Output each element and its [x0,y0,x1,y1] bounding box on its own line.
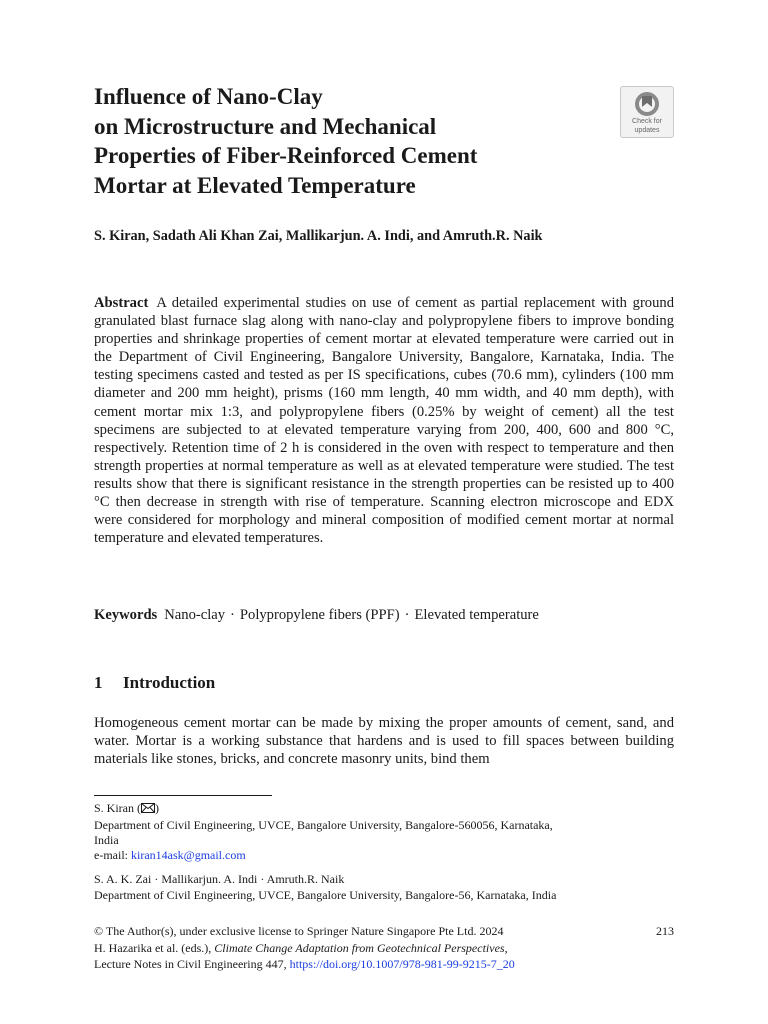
title-line-1: Influence of Nano-Clay [94,84,323,109]
title-line-4: Mortar at Elevated Temperature [94,172,416,198]
section-number: 1 [94,673,103,692]
affiliation-1-line-2: India [94,833,119,847]
corresponding-author [94,801,159,817]
badge-line-1: Check for [632,118,662,125]
page-number: 213 [656,924,674,938]
abstract-label: Abstract [94,295,149,311]
section-heading [94,673,215,693]
check-for-updates-badge[interactable] [620,86,674,138]
keywords [94,607,539,624]
author-list: S. Kiran, Sadath Ali Khan Zai, Mallikarjun. A. Indi, and Amruth.R. Naik [94,228,543,244]
badge-line-2: updates [634,126,660,134]
footnote-divider [94,795,272,796]
abstract-text: A detailed experimental studies on use of cement as partial replacement with ground granulated blast furnace slag along with nano-clay and polypropylene fibers to improve bonding properties and shrinkage properties of cement mortar at elevated temperature were carried out in the Department of Civil Engineering, Bangalore University, Bangalore, Karnataka, India. The testing specimens casted and tested as per IS specifications, cubes (70.6 mm), cylinders (100 mm diameter and 200 mm height), prisms (160 mm length, 40 mm width, and 40 mm depth), with cement mortar mix 1:3, and polypropylene fibers (0.25% by weight of cement) all the test specimens are subjected to at elevated temperature varying from 200, 400, 600 and 800 °C, respectively. Retention time of 2 h is considered in the oven with respect to temperature and then strength properties at normal temperature as well as at elevated temperature were studied. The test results show that there is significant resistance in the strength properties can be resisted up to 400 °C then decrease in strength with rise of temperature. Scanning electron microscope and EDX were considered for morphology and mineral composition of modified cement mortar at normal temperature and elevated temperatures. [94,295,674,547]
keyword-separator: · [404,607,410,623]
envelope-icon [141,803,155,813]
book-title: Climate Change Adaptation from Geotechnical Perspectives [214,940,505,955]
title-line-3: Properties of Fiber-Reinforced Cement [94,143,478,168]
title-line-2: on Microstructure and Mechanical [94,113,437,139]
copyright-line: © The Author(s), under exclusive license to Springer Nature Singapore Pte Ltd. 2024 [94,924,504,938]
keyword-separator: · [230,607,235,623]
page-footer [94,923,674,973]
email-link[interactable]: kiran14ask@gmail.com [130,848,246,862]
corresponding-close: ) [155,801,159,815]
doi-link[interactable]: https://doi.org/10.1007/978-981-99-9215-7_20 [289,957,515,971]
paper-page [94,0,674,1024]
keywords-label: Keywords [94,607,158,623]
crossmark-icon [634,91,660,117]
editors: H. Hazarika et al. (eds.), [94,940,215,955]
introduction-paragraph: Homogeneous cement mortar can be made by mixing the proper amounts of cement, sand, and water. Mortar is a working substance that hardens and is used to fill spaces between building materials like stones, bricks, and concrete masonry units, bind them [94,715,674,768]
series-name: Lecture Notes in Civil Engineering 447, [94,957,290,971]
editors-end: , [504,940,508,955]
email-label: e-mail: [94,848,131,862]
book-line [94,940,674,957]
section-title: Introduction [123,673,216,692]
affiliation-1-line-1: Department of Civil Engineering, UVCE, Bangalore University, Bangalore-560056, Karnataka, [94,818,553,832]
corresponding-name: S. Kiran ( [94,801,141,815]
coauthors: S. A. K. Zai · Mallikarjun. A. Indi · Amruth.R. Naik [94,872,345,886]
email-line [94,848,246,864]
affiliation-2: Department of Civil Engineering, UVCE, Bangalore University, Bangalore-56, Karnataka, India [94,888,557,902]
abstract [94,294,674,547]
series-line [94,956,674,973]
keyword-item: Nano-clay [164,607,226,623]
keyword-item: Elevated temperature [414,607,539,623]
paper-title [94,82,594,200]
keyword-item: Polypropylene fibers (PPF) [239,607,400,623]
